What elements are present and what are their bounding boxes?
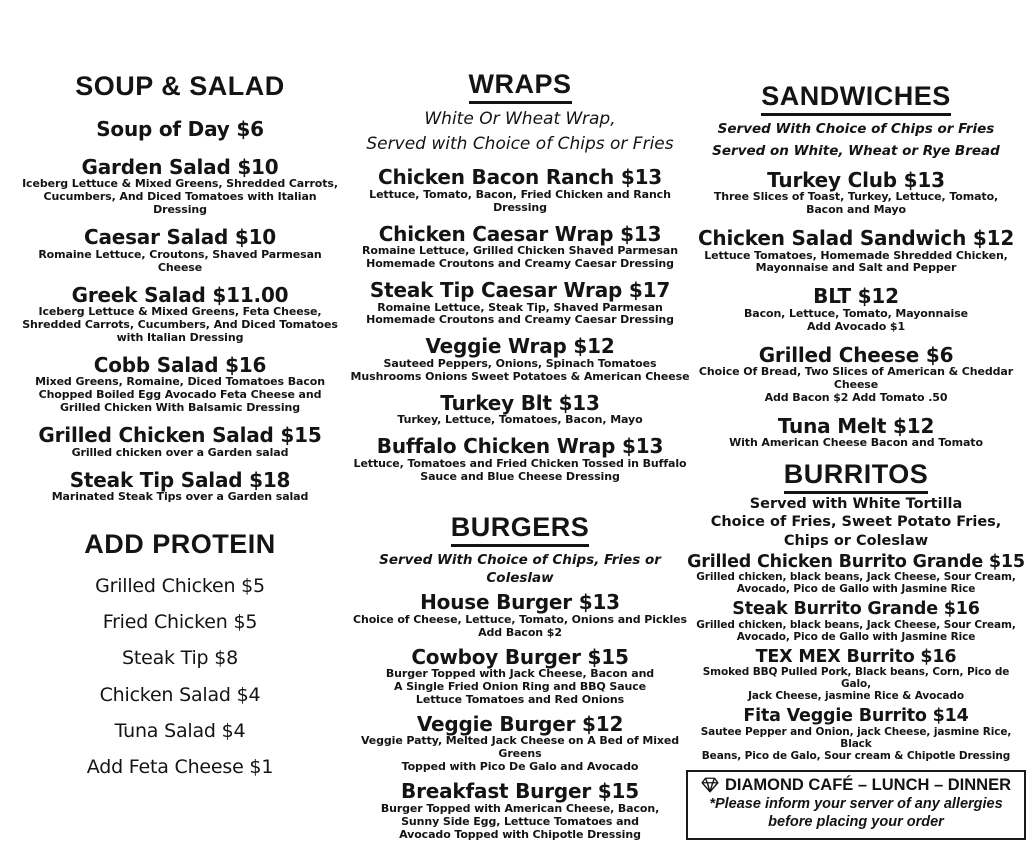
menu-item (20, 757, 340, 778)
section-title-sandwiches: SANDWICHES (686, 82, 1026, 116)
menu-item (20, 612, 340, 633)
item-description: Lettuce, Tomatoes and Fried Chicken Tossed in Buffalo Sauce and Blue Cheese Dressing (353, 456, 687, 483)
menu-item (20, 721, 340, 742)
item-description: Mixed Greens, Romaine, Diced Tomatoes Bacon Chopped Boiled Egg Avocado Feta Cheese and Grilled Chicken With Balsamic Dressing (35, 375, 325, 415)
item-description: Grilled chicken, black beans, Jack Cheese, Sour Cream, (696, 618, 1016, 631)
item-description: Add Avocado $1 (806, 319, 906, 333)
menu-item (686, 169, 1026, 217)
item-description: Romaine Lettuce, Grilled Chicken Shaved Parmesan Homemade Croutons and Creamy Caesar Dressing (362, 244, 678, 271)
item-description: Avocado, Pico de Gallo with Jasmine Rice (736, 630, 976, 643)
section-subtitle: Served With Choice of Chips, Fries or Coleslaw (379, 552, 661, 586)
item-description: Lettuce Tomatoes and Red Onions (415, 692, 625, 706)
item-description: Topped with Pico De Galo and Avocado (401, 760, 639, 774)
item-name: TEX MEX Burrito $16 (755, 646, 957, 667)
item-description: Romaine Lettuce, Croutons, Shaved Parmesan Cheese (38, 247, 322, 274)
item-description: Iceberg Lettuce & Mixed Greens, Feta Cheese, Shredded Carrots, Cucumbers, And Diced Tomatoes with Italian Dressing (22, 305, 338, 345)
section-title-soup-salad: SOUP & SALAD (75, 71, 285, 101)
item-name: Grilled Chicken $5 (95, 574, 265, 597)
menu-item (350, 223, 690, 271)
menu-item (350, 435, 690, 483)
menu-item (20, 354, 340, 415)
section-burgers (350, 513, 690, 841)
item-name: Chicken Salad $4 (99, 683, 261, 706)
item-name: BLT $12 (813, 284, 899, 309)
item-description: Turkey, Lettuce, Tomatoes, Bacon, Mayo (397, 413, 643, 427)
menu-item (20, 576, 340, 597)
item-description: Smoked BBQ Pulled Pork, Black beans, Corn, Pico de Galo, (702, 666, 1010, 691)
item-name: Breakfast Burger $15 (401, 779, 639, 804)
section-subtitle: Choice of Fries, Sweet Potato Fries, (710, 514, 1002, 531)
item-name: Steak Tip Salad $18 (69, 467, 291, 492)
section-title-wraps: WRAPS (350, 70, 690, 104)
menu-item (350, 166, 690, 214)
item-name: Fita Veggie Burrito $14 (743, 706, 969, 727)
item-name: Grilled Chicken Salad $15 (38, 423, 322, 448)
item-description: Lettuce, Tomato, Bacon, Fried Chicken and Ranch Dressing (369, 187, 671, 214)
footer-info-box (686, 770, 1026, 840)
item-description: Choice Of Bread, Two Slices of American & Cheddar Cheese (698, 365, 1014, 392)
item-name: Grilled Chicken Burrito Grande $15 (687, 551, 1025, 572)
section-title-burritos: BURRITOS (686, 460, 1026, 494)
menu-item (350, 646, 690, 707)
section-add-protein (20, 530, 340, 778)
item-description: Sautee Pepper and Onion, jack Cheese, jasmine Rice, Black (700, 725, 1012, 750)
section-title-add-protein: ADD PROTEIN (84, 529, 276, 560)
menu-item (20, 648, 340, 669)
item-name: Cobb Salad $16 (93, 353, 267, 377)
item-description: Lettuce Tomatoes, Homemade Shredded Chicken, (704, 248, 1008, 262)
item-description: Choice of Cheese, Lettuce, Tomato, Onions and Pickles (353, 612, 687, 626)
menu-item (686, 600, 1026, 644)
menu-item (686, 285, 1026, 333)
item-description: Add Bacon $2 Add Tomato .50 (764, 391, 948, 405)
item-name: Add Feta Cheese $1 (86, 756, 274, 779)
item-description: Avocado Topped with Chipotle Dressing (399, 827, 641, 841)
menu-item (350, 279, 690, 327)
menu-item (350, 713, 690, 774)
section-burritos (686, 460, 1026, 762)
allergy-note-line2: before placing your order (768, 814, 944, 830)
menu-item (20, 226, 340, 274)
section-sandwiches (686, 82, 1026, 450)
item-description: Bacon, Lettuce, Tomato, Mayonnaise (743, 306, 969, 320)
item-description: Beans, Pico de Galo, Sour cream & Chipotle Dressing (701, 749, 1011, 762)
section-title-burgers: BURGERS (350, 513, 690, 547)
menu-item (20, 685, 340, 706)
section-soup-salad (20, 72, 340, 504)
item-name: Soup of Day $6 (96, 116, 264, 141)
item-name: Steak Burrito Grande $16 (732, 599, 980, 620)
column-left (20, 72, 340, 793)
item-name: House Burger $13 (420, 590, 620, 615)
item-name: Tuna Melt $12 (777, 414, 935, 439)
item-name: Caesar Salad $10 (83, 225, 277, 250)
column-right (686, 82, 1026, 840)
item-description: Mayonnaise and Salt and Pepper (755, 261, 957, 275)
item-name: Turkey Club $13 (767, 167, 945, 192)
menu-item (20, 284, 340, 345)
item-name: Grilled Cheese $6 (758, 342, 954, 367)
menu-item (686, 344, 1026, 405)
item-name: Cowboy Burger $15 (411, 644, 629, 669)
menu-item (20, 469, 340, 504)
item-description: Sunny Side Egg, Lettuce Tomatoes and (401, 814, 639, 828)
item-description: Grilled chicken, black beans, Jack Cheese, Sour Cream, (696, 571, 1016, 584)
item-name: Chicken Caesar Wrap $13 (378, 221, 662, 246)
menu-item (20, 424, 340, 459)
item-description: With American Cheese Bacon and Tomato (729, 436, 983, 450)
menu-item (350, 392, 690, 427)
section-wraps (350, 70, 690, 483)
section-subtitle: Served with Choice of Chips or Fries (366, 134, 674, 155)
item-description: Burger Topped with American Cheese, Bacon, (380, 801, 660, 815)
menu-item (350, 780, 690, 841)
item-description: Marinated Steak Tips over a Garden salad (51, 490, 309, 504)
item-name: Veggie Burger $12 (416, 711, 624, 736)
footer-title-text: DIAMOND CAFÉ – LUNCH – DINNER (724, 775, 1011, 794)
item-description: Bacon and Mayo (806, 203, 906, 217)
item-description: Three Slices of Toast, Turkey, Lettuce, Tomato, (713, 190, 999, 204)
section-subtitle: Served With Choice of Chips or Fries (717, 120, 995, 137)
item-description: Veggie Patty, Melted Jack Cheese on A Bed of Mixed Greens (360, 734, 680, 761)
menu-item (686, 227, 1026, 275)
menu-item (350, 335, 690, 383)
menu-item (20, 156, 340, 217)
column-middle (350, 70, 690, 847)
menu-item (20, 118, 340, 140)
item-name: Chicken Bacon Ranch $13 (377, 165, 663, 190)
item-name: Turkey Blt $13 (440, 390, 600, 415)
item-description: A Single Fried Onion Ring and BBQ Sauce (393, 679, 647, 693)
section-subtitle: Served with White Tortilla (749, 496, 963, 513)
item-description: Burger Topped with Jack Cheese, Bacon and (385, 666, 655, 680)
item-description: Iceberg Lettuce & Mixed Greens, Shredded Carrots, Cucumbers, And Diced Tomatoes with Italian Dressing (22, 177, 338, 217)
item-name: Tuna Salad $4 (114, 719, 246, 742)
item-name: Chicken Salad Sandwich $12 (697, 226, 1015, 251)
item-description: Add Bacon $2 (478, 625, 562, 639)
item-name: Steak Tip Caesar Wrap $17 (369, 278, 671, 303)
item-description: Grilled chicken over a Garden salad (71, 445, 289, 459)
item-description: Avocado, Pico de Gallo with Jasmine Rice (736, 583, 976, 596)
item-name: Buffalo Chicken Wrap $13 (376, 434, 664, 459)
section-subtitle: White Or Wheat Wrap, (424, 108, 616, 129)
item-name: Garden Salad $10 (81, 155, 279, 180)
item-description: Jack Cheese, jasmine Rice & Avocado (748, 690, 964, 703)
menu-item (686, 553, 1026, 597)
item-name: Greek Salad $11.00 (71, 282, 289, 307)
menu-item (686, 415, 1026, 450)
diamond-gem-icon (701, 777, 719, 793)
item-name: Steak Tip $8 (121, 647, 239, 670)
menu-item (350, 591, 690, 639)
footer-title (694, 776, 1018, 795)
menu-item (686, 707, 1026, 763)
menu-item (686, 648, 1026, 704)
item-name: Veggie Wrap $12 (425, 334, 615, 359)
item-description: Romaine Lettuce, Steak Tip, Shaved Parmesan Homemade Croutons and Creamy Caesar Dressing (366, 300, 674, 327)
allergy-note-line1: *Please inform your server of any allergies (709, 795, 1003, 812)
section-subtitle: Served on White, Wheat or Rye Bread (712, 143, 1000, 160)
item-name: Fried Chicken $5 (102, 610, 258, 633)
item-description: Sauteed Peppers, Onions, Spinach Tomatoes Mushrooms Onions Sweet Potatoes & American Cheese (350, 356, 690, 383)
section-subtitle: Chips or Coleslaw (783, 532, 929, 549)
